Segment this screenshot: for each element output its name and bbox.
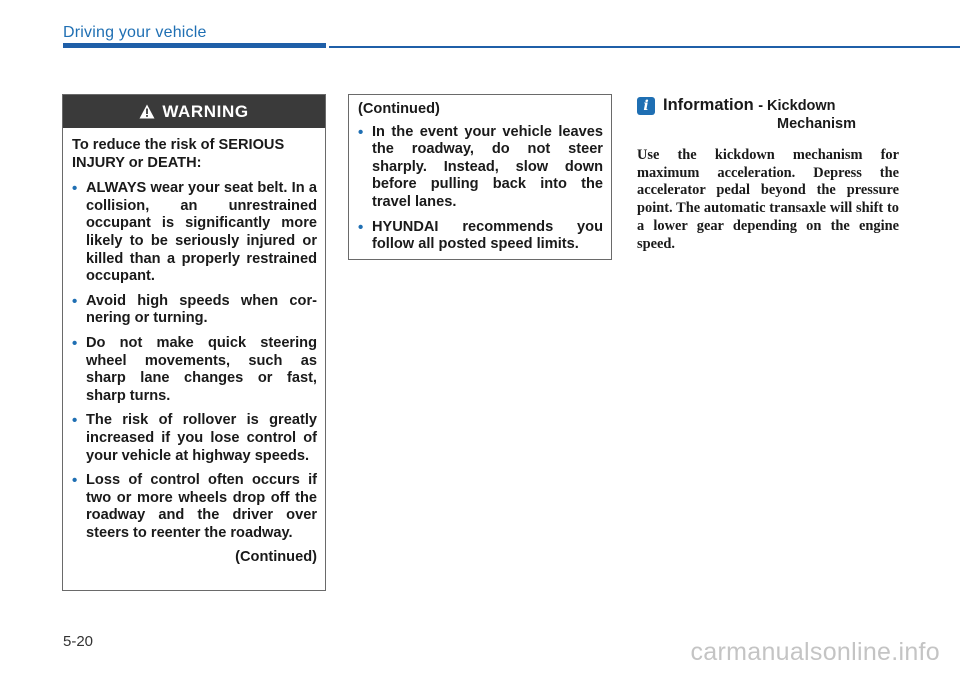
warning-bullet [72,180,317,286]
warning-bullet-text: Loss of control often occurs if two or more wheels drop off the roadway and the driver over steers to reenter the roadway. [86,472,317,541]
page-number: 5-20 [63,633,94,650]
header-rule-thick [63,43,326,48]
continued-box [348,94,612,260]
warning-bullet-text: Avoid high speeds when cor-nering or turning. [86,292,317,327]
continued-bullet [358,219,603,254]
header-rule-thin [329,46,960,48]
bullet-dot-icon: • [358,123,364,141]
information-header [637,96,899,133]
information-subtitle-line2: Mechanism [777,116,856,132]
information-subtitle-line1: - Kickdown [758,98,836,114]
continued-bullet-text: In the event your vehicle leaves the roadway, do not steer sharply. Instead, slow down before pulling back into the travel lanes. [372,123,603,210]
bullet-dot-icon: • [358,218,364,236]
information-section [637,96,899,268]
bullet-dot-icon: • [72,472,78,490]
section-title: Driving your vehicle [63,24,207,41]
continued-label: (Continued) [358,101,440,117]
warning-continued: (Continued) [235,549,317,566]
bullet-dot-icon: • [72,180,78,198]
continued-bullet-text: HYUNDAI recommends you follow all posted speed limits. [372,218,603,253]
warning-body [63,128,325,567]
warning-intro: To reduce the risk of SERIOUS INJURY or DEATH: [72,137,285,171]
warning-bullet [72,412,317,465]
warning-header [63,95,325,128]
warning-bullet-text: ALWAYS wear your seat belt. In a collision, an unrestrained occupant is significantly more likely to be seriously injured or killed than a properly restrained occupant. [86,180,317,285]
continued-bullet-list [358,124,603,254]
warning-bullet-text: Do not make quick steering wheel movements, such as sharp lane changes or fast, sharp turns. [86,334,317,404]
warning-bullet [72,335,317,405]
warning-bullet [72,293,317,328]
continued-body [349,95,611,254]
watermark: carmanualsonline.info [690,638,940,666]
bullet-dot-icon: • [72,334,78,352]
warning-bullet [72,472,317,542]
info-icon: i [637,97,655,115]
information-title-main: Information [663,96,754,114]
warning-box [62,94,326,591]
warning-triangle-icon [139,104,155,119]
warning-bullet-text: The risk of rollover is greatly increased if you lose control of your vehicle at highway speeds. [86,412,317,464]
bullet-dot-icon: • [72,292,78,310]
information-title [663,96,856,133]
warning-bullet-list [72,180,317,542]
warning-heading: WARNING [162,101,249,121]
bullet-dot-icon: • [72,412,78,430]
information-text: Use the kickdown mechanism for maximum acceleration. Depress the accelerator pedal beyond the pressure point. The automatic transaxle will shift to a lower gear depending on the engine speed. [637,147,899,252]
continued-bullet [358,124,603,212]
